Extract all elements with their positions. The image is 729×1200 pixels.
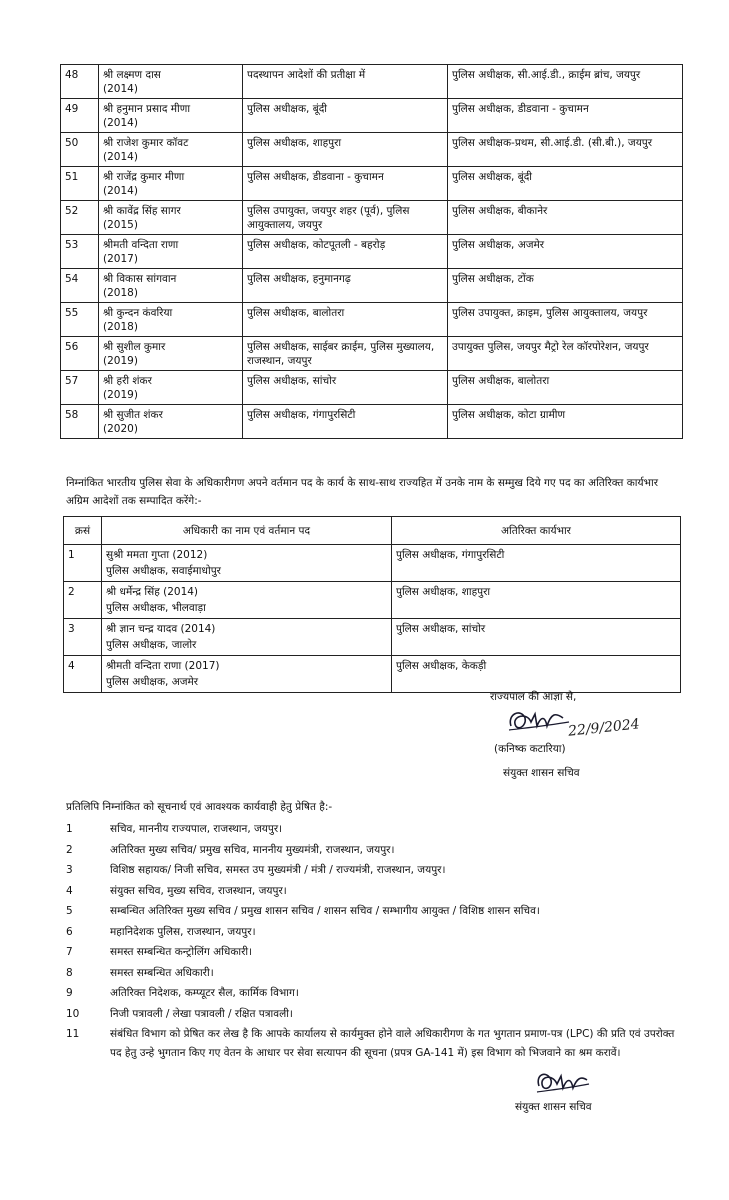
additional-charge: पुलिस अधीक्षक, गंगापुरसिटी [392, 545, 681, 582]
list-number: 5 [66, 905, 73, 917]
serial-number: 58 [61, 405, 99, 439]
copy-list [66, 820, 686, 1063]
serial-number: 55 [61, 303, 99, 337]
officer-cell [102, 582, 392, 619]
signature-image [505, 704, 575, 740]
final-signatory-title: संयुक्त शासन सचिव [515, 1101, 592, 1113]
list-item [66, 1005, 686, 1024]
officer-batch: (2019) [103, 389, 138, 401]
serial-number: 53 [61, 235, 99, 269]
officer-cell [99, 337, 243, 371]
list-text: संयुक्त सचिव, मुख्य सचिव, राजस्थान, जयपुर। [110, 884, 287, 897]
list-item [66, 861, 686, 880]
officer-batch: (2014) [103, 151, 138, 163]
officer-batch: (2014) [103, 117, 138, 129]
list-number: 1 [66, 823, 73, 835]
additional-charge: पुलिस अधीक्षक, केकड़ी [392, 656, 681, 693]
officer-cell [99, 201, 243, 235]
officer-batch: (2020) [103, 423, 138, 435]
officer-post: पुलिस अधीक्षक, जालोर [106, 639, 197, 651]
signature-image-bottom [533, 1066, 593, 1100]
new-post: पुलिस अधीक्षक, डीडवाना - कुचामन [448, 99, 683, 133]
current-post: पुलिस उपायुक्त, जयपुर शहर (पूर्व), पुलिस आयुक्तालय, जयपुर [243, 201, 448, 235]
new-post: पुलिस अधीक्षक, अजमेर [448, 235, 683, 269]
serial-number: 57 [61, 371, 99, 405]
table-row [64, 656, 681, 693]
list-text: महानिदेशक पुलिस, राजस्थान, जयपुर। [110, 925, 256, 938]
officer-name: श्री ज्ञान चन्द्र यादव (2014) [106, 623, 216, 635]
list-item [66, 841, 686, 860]
serial-number: 48 [61, 65, 99, 99]
signatory-name: (कनिष्क कटारिया) [494, 743, 566, 755]
list-item [66, 943, 686, 962]
header-serial: क्रसं [64, 517, 102, 545]
table-row [61, 405, 683, 439]
list-text: अतिरिक्त निदेशक, कम्प्यूटर सैल, कार्मिक विभाग। [110, 987, 299, 999]
new-post: पुलिस अधीक्षक-प्रथम, सी.आई.डी. (सी.बी.), जयपुर [448, 133, 683, 167]
list-text: समस्त सम्बन्धित कन्ट्रोलिंग अधिकारी। [110, 946, 253, 958]
table-row [61, 303, 683, 337]
list-text: सचिव, माननीय राज्यपाल, राजस्थान, जयपुर। [110, 823, 283, 835]
signatory-title: संयुक्त शासन सचिव [503, 767, 580, 779]
table-row [64, 545, 681, 582]
table-row [64, 582, 681, 619]
table-row [61, 201, 683, 235]
officer-cell [99, 269, 243, 303]
list-item [66, 902, 686, 921]
table-row [61, 235, 683, 269]
officer-name: श्री राजेंद्र कुमार मीणा [103, 171, 185, 183]
additional-charge: पुलिस अधीक्षक, सांचोर [392, 619, 681, 656]
current-post: पुलिस अधीक्षक, कोटपूतली - बहरोड़ [243, 235, 448, 269]
list-item [66, 1025, 686, 1063]
serial-number: 54 [61, 269, 99, 303]
new-post: पुलिस उपायुक्त, क्राइम, पुलिस आयुक्तालय, जयपुर [448, 303, 683, 337]
list-number: 10 [66, 1007, 80, 1020]
officer-name: श्रीमती वन्दिता राणा [103, 239, 179, 251]
new-post: पुलिस अधीक्षक, सी.आई.डी., क्राईम ब्रांच, जयपुर [448, 65, 683, 99]
copy-heading: प्रतिलिपि निम्नांकित को सूचनार्थ एवं आवश्यक कार्यवाही हेतु प्रेषित है:- [66, 801, 333, 813]
officer-name: श्रीमती वन्दिता राणा (2017) [106, 660, 220, 672]
officer-post: पुलिस अधीक्षक, भीलवाड़ा [106, 602, 206, 614]
serial-number: 50 [61, 133, 99, 167]
officer-batch: (2014) [103, 83, 138, 95]
current-post: पुलिस अधीक्षक, शाहपुरा [243, 133, 448, 167]
table-row [61, 99, 683, 133]
header-charge: अतिरिक्त कार्यभार [392, 517, 681, 545]
current-post: पुलिस अधीक्षक, हनुमानगढ़ [243, 269, 448, 303]
new-post: पुलिस अधीक्षक, बीकानेर [448, 201, 683, 235]
officer-batch: (2019) [103, 355, 138, 367]
additional-charge-paragraph: निम्नांकित भारतीय पुलिस सेवा के अधिकारीगण अपने वर्तमान पद के कार्य के साथ-साथ राज्यहित में उनके नाम के सम्मुख दिये गए पद का अतिरिक्त कार्यभार अग्रिम आदेशों तक सम्पादित करेंगे:- [66, 477, 659, 507]
serial-number: 1 [64, 545, 102, 582]
officer-name: श्री लक्ष्मण दास [103, 69, 161, 81]
officer-name: सुश्री ममता गुप्ता (2012) [106, 549, 208, 561]
order-line: राज्यपाल की आज्ञा से, [490, 691, 577, 703]
list-item [66, 923, 686, 942]
new-post: उपायुक्त पुलिस, जयपुर मैट्रो रेल कॉरपोरेशन, जयपुर [448, 337, 683, 371]
officer-name: श्री सुजीत शंकर [103, 409, 163, 421]
table-row [61, 269, 683, 303]
officer-cell [102, 619, 392, 656]
officer-name: श्री कुन्दन कंवरिया [103, 307, 173, 319]
officer-cell [99, 167, 243, 201]
officer-batch: (2018) [103, 321, 138, 333]
list-number: 11 [66, 1028, 80, 1040]
current-post: पुलिस अधीक्षक, बालोतरा [243, 303, 448, 337]
officer-post: पुलिस अधीक्षक, सवाईमाधोपुर [106, 565, 221, 577]
list-text: संबंधित विभाग को प्रेषित कर लेख है कि आपके कार्यालय से कार्यमुक्त होने वाले अधिकारीगण के गत भुगतान प्रमाण-पत्र (LPC) की प्रति एवं उपरोक्त पद हेतु उन्हे भुगतान किए गए वेतन के आधार पर सेवा सत्यापन की सूचना (प्रपत्र GA-141 में) इस विभाग को भिजवाने का श्रम करावें। [110, 1028, 675, 1059]
officer-batch: (2018) [103, 287, 138, 299]
officer-name: श्री विकास सांगवान [103, 273, 177, 285]
serial-number: 49 [61, 99, 99, 133]
officer-name: श्री राजेश कुमार कॉवट [103, 137, 189, 149]
list-text: अतिरिक्त मुख्य सचिव/ प्रमुख सचिव, माननीय मुख्यमंत्री, राजस्थान, जयपुर। [110, 843, 395, 856]
officer-cell [99, 371, 243, 405]
list-number: 6 [66, 925, 73, 938]
table-row [61, 337, 683, 371]
officer-cell [99, 405, 243, 439]
officer-name: श्री हरी शंकर [103, 375, 152, 387]
new-post: पुलिस अधीक्षक, बूंदी [448, 167, 683, 201]
table-row [61, 371, 683, 405]
list-number: 3 [66, 864, 73, 876]
officer-cell [99, 133, 243, 167]
officer-batch: (2017) [103, 253, 138, 265]
header-officer: अधिकारी का नाम एवं वर्तमान पद [102, 517, 392, 545]
list-number: 2 [66, 843, 73, 856]
officer-cell [102, 545, 392, 582]
current-post: पुलिस अधीक्षक, डीडवाना - कुचामन [243, 167, 448, 201]
table-row [61, 65, 683, 99]
table-row [61, 133, 683, 167]
officer-batch: (2014) [103, 185, 138, 197]
list-number: 4 [66, 884, 73, 897]
list-number: 9 [66, 987, 73, 999]
serial-number: 56 [61, 337, 99, 371]
table-row [61, 167, 683, 201]
current-post: पुलिस अधीक्षक, साईबर क्राईम, पुलिस मुख्यालय, राजस्थान, जयपुर [243, 337, 448, 371]
serial-number: 4 [64, 656, 102, 693]
current-post: पुलिस अधीक्षक, सांचोर [243, 371, 448, 405]
officer-cell [99, 235, 243, 269]
current-post: पदस्थापन आदेशों की प्रतीक्षा में [243, 65, 448, 99]
new-post: पुलिस अधीक्षक, टोंक [448, 269, 683, 303]
list-item [66, 984, 686, 1003]
officer-post: पुलिस अधीक्षक, अजमेर [106, 676, 199, 688]
serial-number: 52 [61, 201, 99, 235]
list-text: विशिष्ठ सहायक/ निजी सचिव, समस्त उप मुख्यमंत्री / मंत्री / राज्यमंत्री, राजस्थान, जयपुर। [110, 864, 446, 876]
officer-cell [99, 303, 243, 337]
officer-cell [99, 65, 243, 99]
current-post: पुलिस अधीक्षक, बूंदी [243, 99, 448, 133]
additional-charge-table [63, 516, 681, 693]
table-row [64, 619, 681, 656]
current-post: पुलिस अधीक्षक, गंगापुरसिटी [243, 405, 448, 439]
new-post: पुलिस अधीक्षक, बालोतरा [448, 371, 683, 405]
list-item [66, 882, 686, 901]
officer-name: श्री धर्मेन्द्र सिंह (2014) [106, 586, 199, 598]
serial-number: 2 [64, 582, 102, 619]
officer-cell [99, 99, 243, 133]
additional-charge: पुलिस अधीक्षक, शाहपुरा [392, 582, 681, 619]
serial-number: 3 [64, 619, 102, 656]
officer-name: श्री सुशील कुमार [103, 341, 166, 353]
officer-batch: (2015) [103, 219, 138, 231]
signature-date: 22/9/2024 [567, 716, 641, 740]
list-item [66, 964, 686, 983]
list-item [66, 820, 686, 839]
officer-cell [102, 656, 392, 693]
officer-name: श्री हनुमान प्रसाद मीणा [103, 103, 191, 115]
list-text: समस्त सम्बन्धित अधिकारी। [110, 966, 214, 979]
officer-name: श्री कावेंद्र सिंह सागर [103, 205, 181, 217]
list-number: 7 [66, 946, 73, 958]
list-number: 8 [66, 966, 73, 979]
transfer-table [60, 64, 683, 439]
serial-number: 51 [61, 167, 99, 201]
list-text: सम्बन्धित अतिरिक्त मुख्य सचिव / प्रमुख शासन सचिव / शासन सचिव / सम्भागीय आयुक्त / विशिष्ठ शासन सचिव। [110, 905, 540, 917]
new-post: पुलिस अधीक्षक, कोटा ग्रामीण [448, 405, 683, 439]
list-text: निजी पत्रावली / लेखा पत्रावली / रक्षित पत्रावली। [110, 1007, 293, 1020]
